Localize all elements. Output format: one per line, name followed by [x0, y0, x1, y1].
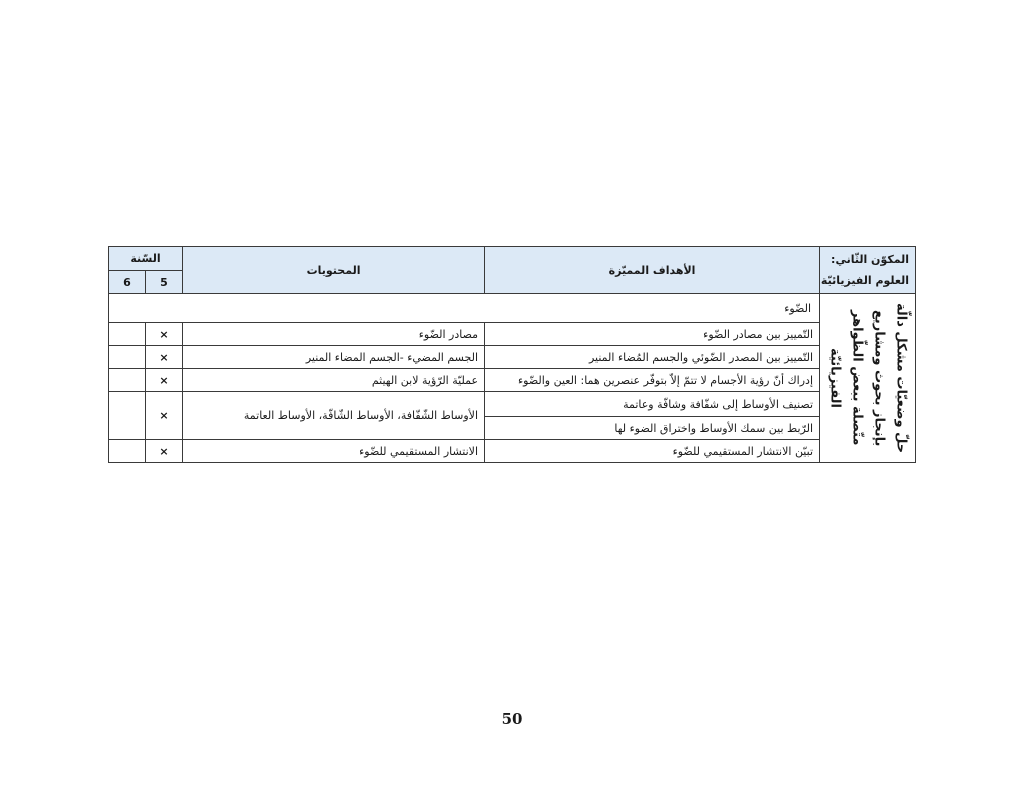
objective-cell: التّمييز بين المصدر الضّوئي والجسم المُضاء المنير — [485, 346, 820, 369]
year-5-mark: × — [146, 392, 183, 440]
objective-cell: التّمييز بين مصادر الضّوء — [485, 323, 820, 346]
year-5-mark: × — [146, 440, 183, 463]
year-6-cell — [109, 392, 146, 440]
side-label-cell — [820, 294, 916, 463]
component-subtitle: العلوم الفيزيائيّة — [820, 274, 910, 287]
year-6-cell — [109, 323, 146, 346]
year-5-mark: × — [146, 346, 183, 369]
table-row — [109, 440, 916, 463]
section-row — [109, 294, 916, 323]
content-cell: الأوساط الشّفّافة، الأوساط الشّافّة، الأوساط العاتمة — [183, 392, 485, 440]
content-cell: الجسم المضيء -الجسم المضاء المنير — [183, 346, 485, 369]
objective-cell: تبيّن الانتشار المستقيمي للضّوء — [485, 440, 820, 463]
objective-cell: تصنيف الأوساط إلى شفّافة وشافّة وعاتمة — [485, 392, 820, 417]
table-row — [109, 392, 916, 417]
year-5-mark: × — [146, 323, 183, 346]
component-title: المكوّن الثّاني: — [831, 253, 910, 266]
header-row — [109, 247, 916, 271]
objective-cell: الرّبط بين سمك الأوساط واختراق الضوء لها — [485, 417, 820, 440]
year-6-cell — [109, 369, 146, 392]
table-row — [109, 346, 916, 369]
year-6-cell — [109, 346, 146, 369]
year-6-header: 6 — [109, 271, 146, 294]
curriculum-table — [108, 246, 916, 463]
year-5-header: 5 — [146, 271, 183, 294]
objectives-header: الأهداف المميّزة — [485, 247, 820, 294]
section-title: الضّوء — [109, 294, 820, 323]
year-5-mark: × — [146, 369, 183, 392]
table-row — [109, 323, 916, 346]
content-cell: مصادر الضّوء — [183, 323, 485, 346]
table-row — [109, 369, 916, 392]
component-header — [820, 247, 916, 294]
objective-cell: إدراك أنّ رؤية الأجسام لا تتمّ إلاّ بتوفّر عنصرين هما: العين والضّوء — [485, 369, 820, 392]
year-6-cell — [109, 440, 146, 463]
contents-header: المحتويات — [183, 247, 485, 294]
year-header: السّنة — [109, 247, 183, 271]
side-label: حلّ وضعيّات مشكل دالّة بإنجاز بحوث ومشاريع متّصلة ببعض الظّواهر الفيزيائيّة — [827, 302, 909, 454]
content-cell: عمليّة الرّؤية لابن الهيثم — [183, 369, 485, 392]
page-number: 50 — [501, 710, 523, 728]
content-cell: الانتشار المستقيمي للضّوء — [183, 440, 485, 463]
